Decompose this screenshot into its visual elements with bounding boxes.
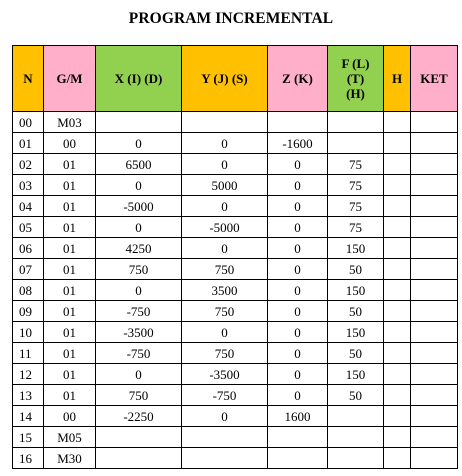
- table-cell: 0: [268, 343, 328, 364]
- table-cell: M03: [44, 112, 96, 133]
- table-cell: [384, 196, 411, 217]
- table-cell: 150: [328, 238, 384, 259]
- table-cell: [411, 154, 458, 175]
- table-cell: 09: [13, 301, 44, 322]
- table-cell: [411, 406, 458, 427]
- table-cell: [411, 280, 458, 301]
- column-header: Z (K): [268, 46, 328, 112]
- table-cell: 01: [44, 322, 96, 343]
- table-cell: 75: [328, 217, 384, 238]
- table-cell: [96, 427, 182, 448]
- table-row: [13, 196, 458, 217]
- table-cell: [328, 133, 384, 154]
- table-cell: 01: [44, 301, 96, 322]
- table-cell: [96, 112, 182, 133]
- table-cell: -3500: [182, 364, 268, 385]
- table-row: [13, 175, 458, 196]
- table-cell: [411, 196, 458, 217]
- column-header: F (L) (T) (H): [328, 46, 384, 112]
- table-cell: [384, 448, 411, 469]
- table-cell: 02: [13, 154, 44, 175]
- table-cell: 5000: [182, 175, 268, 196]
- table-cell: 4250: [96, 238, 182, 259]
- table-cell: -750: [96, 343, 182, 364]
- table-cell: [384, 217, 411, 238]
- table-cell: 50: [328, 259, 384, 280]
- table-cell: [182, 112, 268, 133]
- table-cell: [411, 259, 458, 280]
- table-cell: [268, 112, 328, 133]
- table-cell: M30: [44, 448, 96, 469]
- table-cell: 0: [268, 154, 328, 175]
- table-cell: [384, 112, 411, 133]
- table-row: [13, 238, 458, 259]
- table-cell: 14: [13, 406, 44, 427]
- program-table: [12, 45, 458, 469]
- table-cell: 01: [44, 280, 96, 301]
- table-cell: [384, 175, 411, 196]
- table-cell: 01: [44, 385, 96, 406]
- table-cell: 0: [182, 322, 268, 343]
- column-header: X (I) (D): [96, 46, 182, 112]
- table-cell: [384, 280, 411, 301]
- table-cell: 0: [182, 154, 268, 175]
- table-cell: 750: [96, 385, 182, 406]
- table-cell: [328, 448, 384, 469]
- table-row: [13, 322, 458, 343]
- table-cell: -5000: [182, 217, 268, 238]
- table-cell: 50: [328, 343, 384, 364]
- table-cell: 0: [268, 301, 328, 322]
- table-cell: [384, 133, 411, 154]
- table-row: [13, 427, 458, 448]
- table-row: [13, 343, 458, 364]
- table-cell: 0: [268, 259, 328, 280]
- column-header: G/M: [44, 46, 96, 112]
- table-cell: 00: [13, 112, 44, 133]
- table-cell: 12: [13, 364, 44, 385]
- column-header: N: [13, 46, 44, 112]
- table-cell: 0: [96, 364, 182, 385]
- table-cell: -750: [182, 385, 268, 406]
- table-cell: 10: [13, 322, 44, 343]
- table-row: [13, 385, 458, 406]
- column-header: H: [384, 46, 411, 112]
- table-cell: 75: [328, 175, 384, 196]
- table-cell: 16: [13, 448, 44, 469]
- table-cell: 50: [328, 385, 384, 406]
- table-cell: 0: [182, 196, 268, 217]
- table-cell: 0: [182, 133, 268, 154]
- table-row: [13, 217, 458, 238]
- table-cell: [384, 259, 411, 280]
- table-cell: 13: [13, 385, 44, 406]
- table-cell: [411, 133, 458, 154]
- table-row: [13, 133, 458, 154]
- table-cell: [384, 406, 411, 427]
- column-header: KET: [411, 46, 458, 112]
- table-cell: [411, 385, 458, 406]
- header-row: [13, 46, 458, 112]
- table-cell: 01: [44, 196, 96, 217]
- table-cell: [384, 154, 411, 175]
- table-cell: [384, 364, 411, 385]
- table-cell: [268, 448, 328, 469]
- table-cell: 04: [13, 196, 44, 217]
- table-cell: 0: [268, 217, 328, 238]
- table-cell: 0: [268, 364, 328, 385]
- table-cell: 150: [328, 280, 384, 301]
- table-cell: 0: [182, 238, 268, 259]
- table-cell: 0: [96, 175, 182, 196]
- table-cell: [328, 406, 384, 427]
- table-cell: [411, 238, 458, 259]
- table-cell: 01: [44, 217, 96, 238]
- table-cell: 0: [96, 280, 182, 301]
- table-cell: [411, 322, 458, 343]
- table-cell: [328, 427, 384, 448]
- table-cell: 750: [182, 301, 268, 322]
- table-cell: 0: [96, 133, 182, 154]
- table-cell: 6500: [96, 154, 182, 175]
- table-cell: -5000: [96, 196, 182, 217]
- table-cell: 07: [13, 259, 44, 280]
- table-cell: [384, 427, 411, 448]
- table-cell: 75: [328, 154, 384, 175]
- table-cell: [96, 448, 182, 469]
- table-cell: 00: [44, 406, 96, 427]
- table-row: [13, 406, 458, 427]
- table-row: [13, 301, 458, 322]
- table-cell: 1600: [268, 406, 328, 427]
- table-cell: 01: [44, 343, 96, 364]
- table-cell: 0: [268, 238, 328, 259]
- table-cell: 0: [268, 385, 328, 406]
- table-cell: [411, 364, 458, 385]
- table-cell: [411, 343, 458, 364]
- table-cell: [182, 427, 268, 448]
- column-header: Y (J) (S): [182, 46, 268, 112]
- table-cell: 0: [268, 175, 328, 196]
- table-cell: [411, 448, 458, 469]
- table-cell: 0: [268, 196, 328, 217]
- table-cell: [182, 448, 268, 469]
- table-cell: 00: [44, 133, 96, 154]
- table-row: [13, 280, 458, 301]
- table-cell: [384, 238, 411, 259]
- table-row: [13, 448, 458, 469]
- table-body: [13, 112, 458, 469]
- table-cell: 750: [182, 343, 268, 364]
- table-cell: 0: [96, 217, 182, 238]
- table-row: [13, 154, 458, 175]
- table-cell: 01: [44, 364, 96, 385]
- table-cell: [384, 385, 411, 406]
- table-cell: 03: [13, 175, 44, 196]
- table-cell: [411, 427, 458, 448]
- table-cell: 08: [13, 280, 44, 301]
- table-cell: 01: [44, 154, 96, 175]
- table-cell: 01: [44, 259, 96, 280]
- table-cell: [411, 112, 458, 133]
- table-cell: -2250: [96, 406, 182, 427]
- table-cell: 0: [182, 406, 268, 427]
- table-cell: 150: [328, 322, 384, 343]
- table-row: [13, 364, 458, 385]
- table-row: [13, 259, 458, 280]
- table-cell: 15: [13, 427, 44, 448]
- table-cell: 75: [328, 196, 384, 217]
- table-cell: 750: [96, 259, 182, 280]
- table-cell: 750: [182, 259, 268, 280]
- table-cell: 50: [328, 301, 384, 322]
- table-cell: 01: [44, 238, 96, 259]
- table-cell: -1600: [268, 133, 328, 154]
- table-cell: [411, 175, 458, 196]
- table-cell: [268, 427, 328, 448]
- table-cell: 150: [328, 364, 384, 385]
- table-cell: [384, 322, 411, 343]
- table-cell: 3500: [182, 280, 268, 301]
- table-cell: 0: [268, 322, 328, 343]
- table-cell: [328, 112, 384, 133]
- table-cell: M05: [44, 427, 96, 448]
- table-cell: [411, 301, 458, 322]
- table-cell: [384, 343, 411, 364]
- table-cell: 11: [13, 343, 44, 364]
- table-cell: 0: [268, 280, 328, 301]
- table-cell: [384, 301, 411, 322]
- table-row: [13, 112, 458, 133]
- table-cell: -750: [96, 301, 182, 322]
- table-cell: -3500: [96, 322, 182, 343]
- table-cell: 01: [44, 175, 96, 196]
- page-title: PROGRAM INCREMENTAL: [128, 10, 334, 27]
- table-cell: 06: [13, 238, 44, 259]
- table-cell: [411, 217, 458, 238]
- table-cell: 05: [13, 217, 44, 238]
- table-cell: 01: [13, 133, 44, 154]
